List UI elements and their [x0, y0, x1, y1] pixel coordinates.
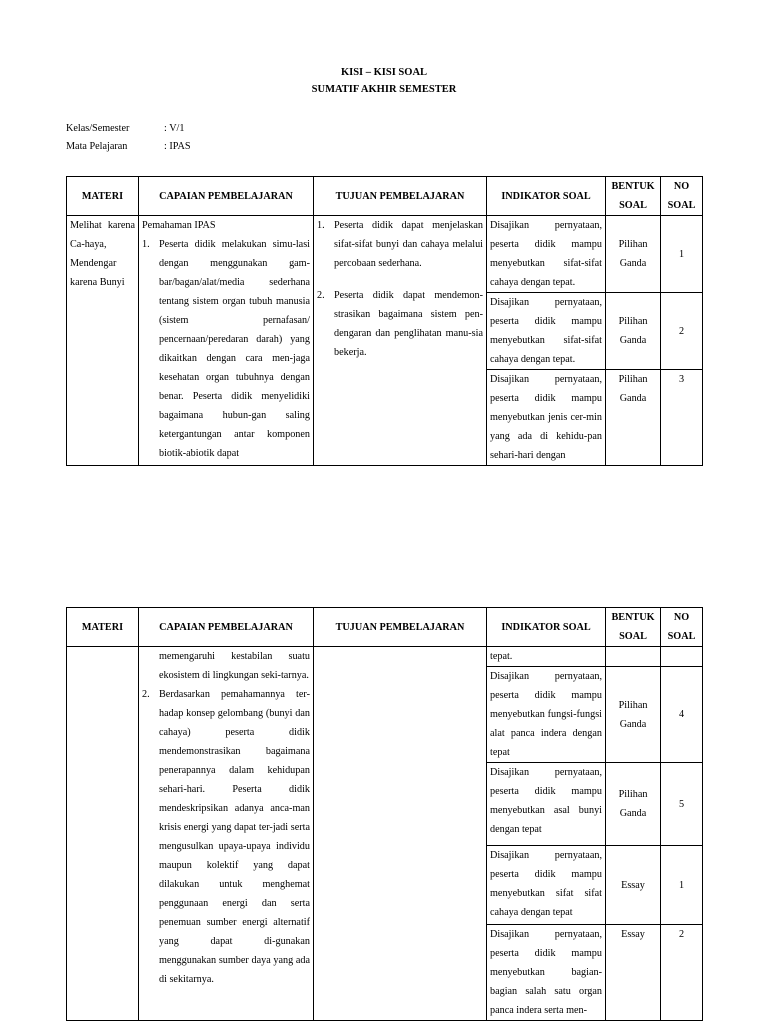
meta-mata-pelajaran	[66, 141, 191, 152]
bentuk-cell: Pilihan Ganda	[606, 293, 661, 370]
header-bentuk-soal: BENTUK SOAL	[606, 608, 661, 647]
indikator-cell: Disajikan pernyataan, peserta didik mampu menyebutkan sifat-sifat cahaya dengan tepat.	[487, 216, 606, 293]
indikator-cell: Disajikan pernyataan, peserta didik mampu menyebutkan asal bunyi dengan tepat	[487, 763, 606, 846]
header-indikator: INDIKATOR SOAL	[487, 608, 606, 647]
tujuan-cell	[314, 216, 487, 466]
header-tujuan: TUJUAN PEMBELAJARAN	[314, 608, 487, 647]
table-header-row	[67, 608, 703, 647]
indikator-cell: tepat.	[487, 647, 606, 667]
header-capaian: CAPAIAN PEMBELAJARAN	[139, 177, 314, 216]
no-cell: 2	[661, 293, 703, 370]
no-cell: 1	[661, 846, 703, 925]
indikator-cell: Disajikan pernyataan, peserta didik mampu menyebutkan jenis cer-min yang ada di kehidu-pan sehari-hari dengan	[487, 370, 606, 466]
table-header-row	[67, 177, 703, 216]
list-item: 1. Peserta didik dapat menjelaskan sifat-sifat bunyi dan cahaya melalui percobaan sederhana.	[317, 220, 483, 269]
capaian-cell	[139, 647, 314, 1021]
kisi-table-page1	[66, 176, 703, 466]
no-cell: 5	[661, 763, 703, 846]
capaian-heading: Pemahaman IPAS	[142, 220, 216, 231]
indikator-cell: Disajikan pernyataan, peserta didik mampu menyebutkan bagian-bagian salah satu organ panca indera serta men-	[487, 925, 606, 1021]
table-row	[67, 216, 703, 293]
header-materi: MATERI	[67, 177, 139, 216]
tujuan-cell	[314, 647, 487, 1021]
materi-cell: Melihat karena Ca-haya, Mendengar karena Bunyi	[67, 216, 139, 466]
bentuk-cell: Pilihan Ganda	[606, 216, 661, 293]
no-cell: 3	[661, 370, 703, 466]
header-tujuan: TUJUAN PEMBELAJARAN	[314, 177, 487, 216]
header-capaian: CAPAIAN PEMBELAJARAN	[139, 608, 314, 647]
bentuk-cell: Pilihan Ganda	[606, 763, 661, 846]
header-no-soal: NO SOAL	[661, 608, 703, 647]
capaian-continued-text: memengaruhi kestabilan suatu ekosistem di lingkungan seki-tarnya.	[159, 651, 310, 681]
kisi-table-page2	[66, 607, 703, 1021]
no-cell	[661, 647, 703, 667]
meta-value: : IPAS	[164, 141, 191, 152]
capaian-list	[142, 235, 310, 463]
header-materi: MATERI	[67, 608, 139, 647]
bentuk-cell: Essay	[606, 925, 661, 1021]
materi-cell	[67, 647, 139, 1021]
meta-label: Kelas/Semester	[66, 123, 130, 134]
list-item: 2. Berdasarkan pemahamannya ter-hadap konsep gelombang (bunyi dan cahaya) peserta didik mendemonstrasikan bagaimana penerapannya dalam kehidupan sehari-hari. Peserta didik mendeskripsikan adanya anca-man krisis energi yang dapat ter-jadi serta mengusulkan upaya-upaya individu maupun kolektif yang dapat dilakukan untuk menghemat penggunaan energi dan serta penemuan sumber energi alternatif yang dapat di-gunakan menggunakan sumber daya yang ada di sekitarnya.	[142, 689, 310, 985]
indikator-cell: Disajikan pernyataan, peserta didik mampu menyebutkan sifat sifat cahaya dengan tepat	[487, 846, 606, 925]
meta-kelas-semester	[66, 123, 184, 134]
bentuk-cell: Pilihan Ganda	[606, 667, 661, 763]
meta-label: Mata Pelajaran	[66, 141, 128, 152]
bentuk-cell	[606, 647, 661, 667]
doc-subtitle: SUMATIF AKHIR SEMESTER	[311, 84, 457, 95]
header-no-soal: NO SOAL	[661, 177, 703, 216]
list-item: 2. Peserta didik dapat mendemon-strasikan bagaimana sistem pen-dengaran dan penglihatan manu-sia bekerja.	[317, 290, 483, 358]
no-cell: 4	[661, 667, 703, 763]
doc-title: KISI – KISI SOAL	[340, 67, 428, 78]
list-item: 1. Peserta didik melakukan simu-lasi dengan menggunakan gam-bar/bagan/alat/media sederhana tentang sistem organ tubuh manusia (sistem pernafasan/ pencernaan/peredaran darah) yang dikaitkan dengan cara men-jaga kesehatan organ tubuhnya dengan benar. Peserta didik menyelidiki bagaimana hubun-gan saling ketergantungan antar komponen biotik-abiotik dapat	[142, 239, 310, 459]
indikator-cell: Disajikan pernyataan, peserta didik mampu menyebutkan sifat-sifat cahaya dengan tepat.	[487, 293, 606, 370]
list-spacer	[317, 273, 483, 286]
header-bentuk-soal: BENTUK SOAL	[606, 177, 661, 216]
table-row	[67, 647, 703, 667]
capaian-cell	[139, 216, 314, 466]
bentuk-cell: Essay	[606, 846, 661, 925]
no-cell: 1	[661, 216, 703, 293]
bentuk-cell: Pilihan Ganda	[606, 370, 661, 466]
tujuan-list	[317, 216, 483, 362]
no-cell: 2	[661, 925, 703, 1021]
meta-value: : V/1	[164, 123, 185, 134]
header-indikator: INDIKATOR SOAL	[487, 177, 606, 216]
capaian-list	[142, 685, 310, 989]
indikator-cell: Disajikan pernyataan, peserta didik mampu menyebutkan fungsi-fungsi alat panca indera dengan tepat	[487, 667, 606, 763]
